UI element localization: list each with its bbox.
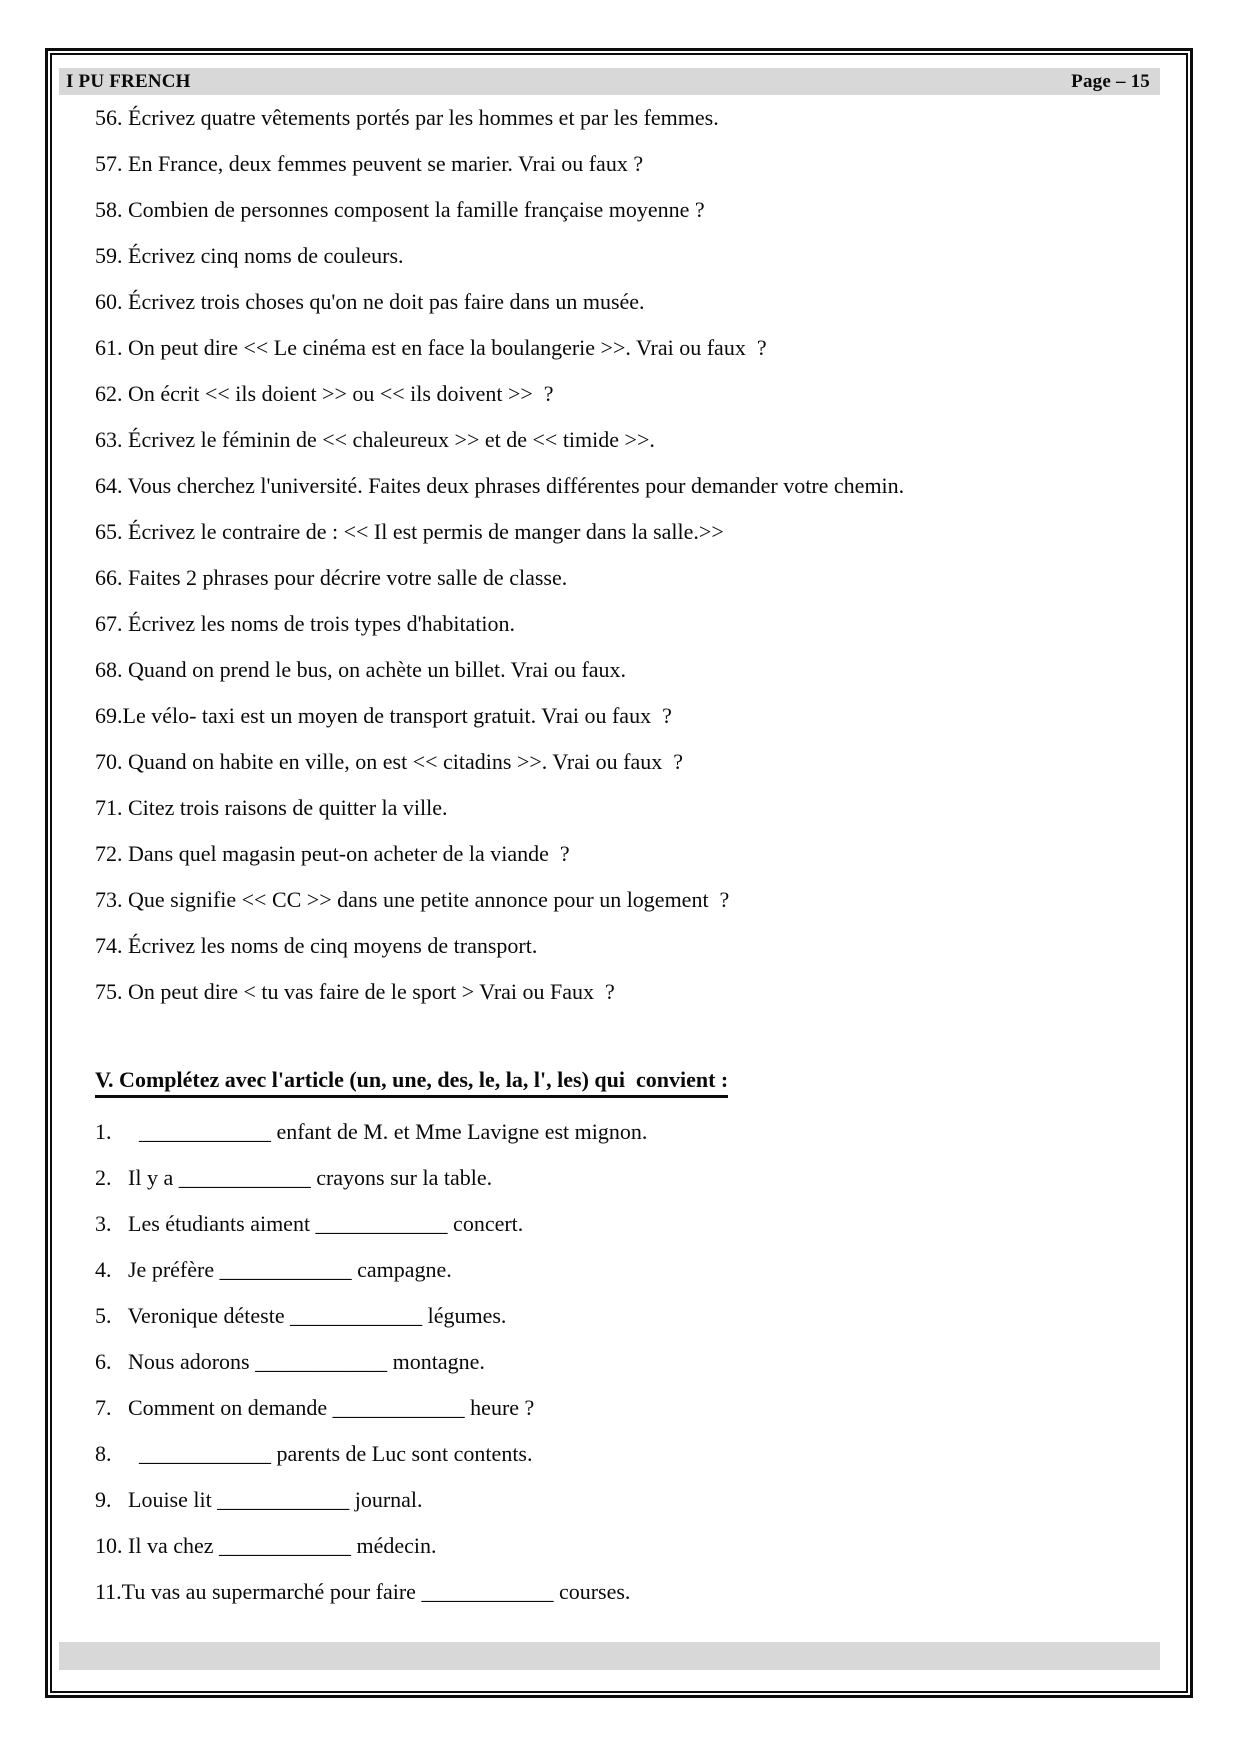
question-69: 69.Le vélo- taxi est un moyen de transport gratuit. Vrai ou faux ?	[95, 703, 672, 728]
question-73: 73. Que signifie << CC >> dans une petite annonce pour un logement ?	[95, 887, 730, 912]
document-border-frame	[45, 48, 1193, 1698]
section-v-heading	[95, 1067, 1152, 1093]
fill-item-4: 4. Je préfère ____________ campagne.	[95, 1257, 452, 1282]
page-number: Page – 15	[1071, 70, 1150, 92]
course-title: I PU FRENCH	[66, 70, 191, 92]
fill-item-3: 3. Les étudiants aiment ____________ concert.	[95, 1211, 524, 1236]
question-58: 58. Combien de personnes composent la famille française moyenne ?	[95, 197, 705, 222]
question-57: 57. En France, deux femmes peuvent se marier. Vrai ou faux ?	[95, 151, 644, 176]
question-60: 60. Écrivez trois choses qu'on ne doit pas faire dans un musée.	[95, 289, 645, 314]
question-72: 72. Dans quel magasin peut-on acheter de la viande ?	[95, 841, 570, 866]
fill-item-10: 10. Il va chez ____________ médecin.	[95, 1533, 437, 1558]
question-list	[95, 105, 1152, 1605]
page-header-bar	[59, 68, 1160, 95]
question-70: 70. Quand on habite en ville, on est << citadins >>. Vrai ou faux ?	[95, 749, 683, 774]
fill-item-8: 8. ____________ parents de Luc sont contents.	[95, 1441, 533, 1466]
question-64: 64. Vous cherchez l'université. Faites deux phrases différentes pour demander votre chemin.	[95, 473, 905, 498]
question-66: 66. Faites 2 phrases pour décrire votre salle de classe.	[95, 565, 568, 590]
fill-item-1: 1. ____________ enfant de M. et Mme Lavigne est mignon.	[95, 1119, 648, 1144]
question-61: 61. On peut dire << Le cinéma est en face la boulangerie >>. Vrai ou faux ?	[95, 335, 767, 360]
question-65: 65. Écrivez le contraire de : << Il est permis de manger dans la salle.>>	[95, 519, 724, 544]
question-75: 75. On peut dire < tu vas faire de le sport > Vrai ou Faux ?	[95, 979, 615, 1004]
question-63: 63. Écrivez le féminin de << chaleureux >> et de << timide >>.	[95, 427, 655, 452]
fill-item-11: 11.Tu vas au supermarché pour faire ____________ courses.	[95, 1579, 631, 1604]
section-v-heading-text: V. Complétez avec l'article (un, une, des, le, la, l', les) qui convient :	[95, 1067, 728, 1098]
document-page	[50, 53, 1188, 1693]
question-59: 59. Écrivez cinq noms de couleurs.	[95, 243, 404, 268]
question-67: 67. Écrivez les noms de trois types d'habitation.	[95, 611, 516, 636]
question-74: 74. Écrivez les noms de cinq moyens de transport.	[95, 933, 538, 958]
fill-item-6: 6. Nous adorons ____________ montagne.	[95, 1349, 485, 1374]
fill-item-9: 9. Louise lit ____________ journal.	[95, 1487, 423, 1512]
question-68: 68. Quand on prend le bus, on achète un billet. Vrai ou faux.	[95, 657, 627, 682]
page-footer-bar	[59, 1642, 1160, 1670]
fill-item-5: 5. Veronique déteste ____________ légumes.	[95, 1303, 507, 1328]
fill-item-7: 7. Comment on demande ____________ heure ?	[95, 1395, 535, 1420]
question-71: 71. Citez trois raisons de quitter la ville.	[95, 795, 448, 820]
fill-item-2: 2. Il y a ____________ crayons sur la table.	[95, 1165, 493, 1190]
question-62: 62. On écrit << ils doient >> ou << ils doivent >> ?	[95, 381, 554, 406]
question-56: 56. Écrivez quatre vêtements portés par les hommes et par les femmes.	[95, 105, 719, 130]
